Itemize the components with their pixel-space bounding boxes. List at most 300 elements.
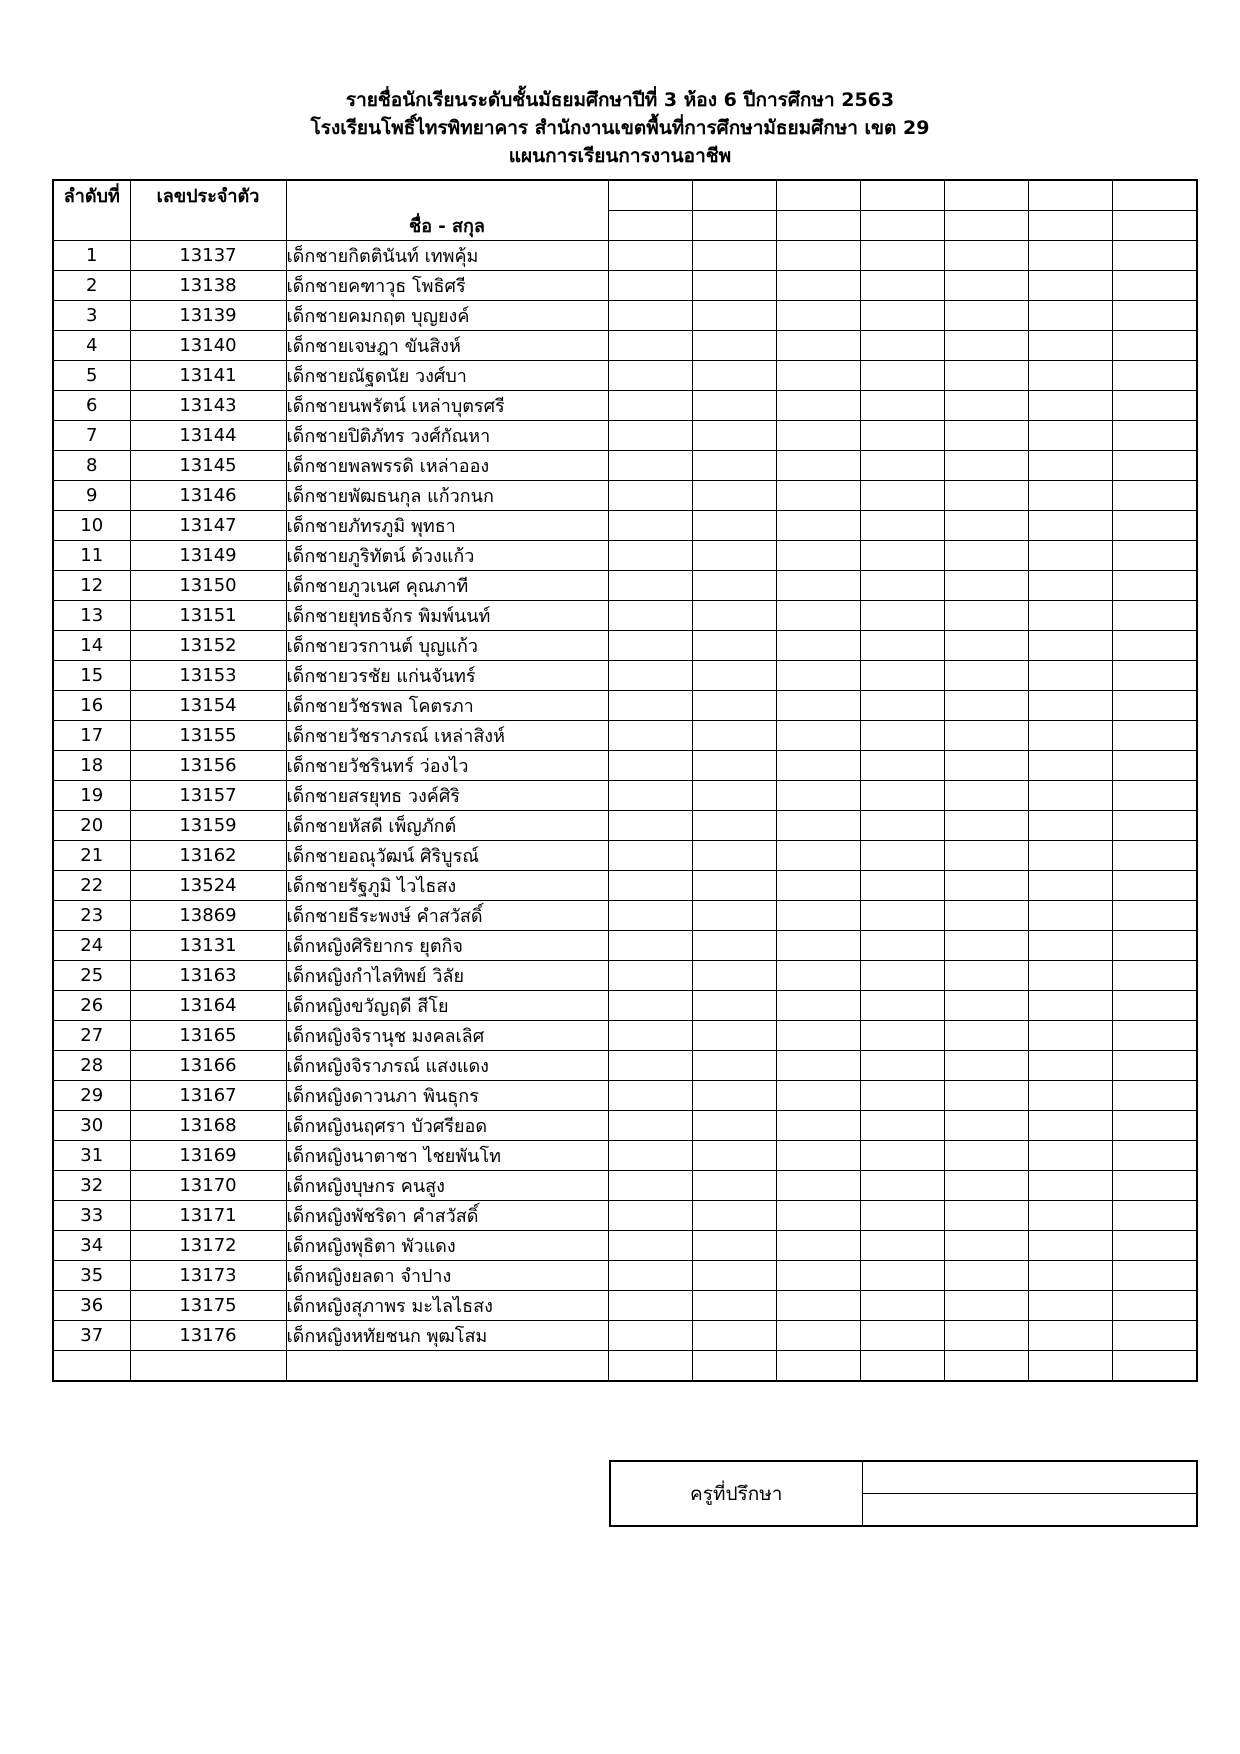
student-name: เด็กหญิงกำไลทิพย์ วิลัย [286,961,608,991]
mark-cell[interactable] [608,691,692,721]
mark-cell[interactable] [692,1021,776,1051]
mark-cell[interactable] [944,751,1028,781]
mark-cell[interactable] [608,931,692,961]
mark-cell[interactable] [776,361,860,391]
mark-cell[interactable] [692,421,776,451]
mark-cell[interactable] [944,1051,1028,1081]
mark-cell[interactable] [608,751,692,781]
mark-cell[interactable] [860,661,944,691]
mark-cell[interactable] [860,571,944,601]
mark-header-cell[interactable] [860,211,944,241]
mark-header-cell[interactable] [1112,180,1197,211]
mark-cell[interactable] [776,1171,860,1201]
mark-header-cell[interactable] [608,211,692,241]
mark-cell[interactable] [860,1321,944,1351]
mark-cell[interactable] [692,1291,776,1321]
mark-cell[interactable] [944,271,1028,301]
mark-cell[interactable] [608,961,692,991]
mark-cell[interactable] [1112,781,1197,811]
mark-cell[interactable] [692,451,776,481]
mark-cell[interactable] [944,391,1028,421]
mark-cell[interactable] [692,961,776,991]
mark-cell[interactable] [1028,1261,1112,1291]
mark-cell[interactable] [944,841,1028,871]
mark-cell[interactable] [860,541,944,571]
mark-cell[interactable] [944,1081,1028,1111]
mark-cell[interactable] [1028,1081,1112,1111]
mark-cell[interactable] [608,1141,692,1171]
mark-cell[interactable] [776,661,860,691]
mark-cell[interactable] [692,241,776,271]
mark-cell[interactable] [776,601,860,631]
table-row [53,721,1197,751]
mark-cell[interactable] [1112,811,1197,841]
mark-cell[interactable] [776,781,860,811]
mark-cell[interactable] [608,541,692,571]
mark-cell[interactable] [692,751,776,781]
mark-cell[interactable] [776,541,860,571]
mark-cell[interactable] [1112,961,1197,991]
mark-cell[interactable] [776,571,860,601]
mark-cell[interactable] [692,391,776,421]
mark-cell[interactable] [1028,1141,1112,1171]
mark-cell[interactable] [944,661,1028,691]
mark-cell[interactable] [944,541,1028,571]
mark-cell[interactable] [1112,871,1197,901]
mark-cell[interactable] [944,811,1028,841]
mark-cell[interactable] [1028,811,1112,841]
mark-cell[interactable] [1028,1351,1112,1381]
mark-cell[interactable] [1112,331,1197,361]
mark-cell[interactable] [944,781,1028,811]
mark-cell[interactable] [776,1021,860,1051]
mark-cell[interactable] [776,961,860,991]
header-program: แผนการเรียนการงานอาชีพ [508,145,732,167]
mark-cell[interactable] [944,1291,1028,1321]
mark-cell[interactable] [692,361,776,391]
mark-cell[interactable] [860,991,944,1021]
mark-cell[interactable] [860,961,944,991]
mark-cell[interactable] [1112,481,1197,511]
mark-cell[interactable] [608,421,692,451]
mark-cell[interactable] [608,361,692,391]
mark-cell[interactable] [608,571,692,601]
mark-cell[interactable] [1028,661,1112,691]
mark-cell[interactable] [1028,781,1112,811]
mark-cell[interactable] [1028,961,1112,991]
mark-cell[interactable] [1028,601,1112,631]
mark-cell[interactable] [1112,631,1197,661]
mark-cell[interactable] [692,1081,776,1111]
mark-cell[interactable] [944,1141,1028,1171]
mark-header-cell[interactable] [860,180,944,211]
mark-cell[interactable] [608,601,692,631]
mark-cell[interactable] [860,631,944,661]
mark-cell[interactable] [1028,361,1112,391]
mark-cell[interactable] [692,571,776,601]
mark-cell[interactable] [1028,841,1112,871]
mark-cell[interactable] [776,1351,860,1381]
mark-cell[interactable] [608,271,692,301]
mark-cell[interactable] [1112,1291,1197,1321]
mark-header-cell[interactable] [776,211,860,241]
mark-cell[interactable] [1028,481,1112,511]
mark-cell[interactable] [1028,331,1112,361]
mark-cell[interactable] [860,1051,944,1081]
mark-cell[interactable] [776,301,860,331]
mark-cell[interactable] [692,541,776,571]
mark-cell[interactable] [608,721,692,751]
mark-cell[interactable] [608,1321,692,1351]
mark-cell[interactable] [860,871,944,901]
mark-cell[interactable] [692,871,776,901]
mark-cell[interactable] [860,1291,944,1321]
mark-cell[interactable] [608,1021,692,1051]
mark-cell[interactable] [776,691,860,721]
mark-cell[interactable] [776,1321,860,1351]
mark-cell[interactable] [860,481,944,511]
mark-cell[interactable] [692,661,776,691]
mark-cell[interactable] [776,331,860,361]
mark-cell[interactable] [860,1111,944,1141]
mark-cell[interactable] [1112,841,1197,871]
mark-cell[interactable] [692,1321,776,1351]
mark-cell[interactable] [1112,511,1197,541]
mark-cell[interactable] [608,871,692,901]
mark-cell[interactable] [608,1231,692,1261]
mark-cell[interactable] [860,901,944,931]
mark-cell[interactable] [608,451,692,481]
mark-cell[interactable] [776,1051,860,1081]
mark-cell[interactable] [692,271,776,301]
mark-cell[interactable] [1028,991,1112,1021]
mark-cell[interactable] [944,691,1028,721]
mark-cell[interactable] [776,271,860,301]
mark-header-cell[interactable] [776,180,860,211]
mark-cell[interactable] [944,1231,1028,1261]
mark-cell[interactable] [1112,1111,1197,1141]
table-row [53,1351,1197,1381]
mark-cell[interactable] [1028,1291,1112,1321]
student-name: เด็กหญิงขวัญฤดี สีโย [286,991,608,1021]
mark-header-cell[interactable] [608,180,692,211]
mark-cell[interactable] [944,601,1028,631]
mark-header-cell[interactable] [692,180,776,211]
mark-cell[interactable] [608,661,692,691]
mark-cell[interactable] [1112,691,1197,721]
mark-cell[interactable] [1028,511,1112,541]
mark-cell[interactable] [1112,751,1197,781]
mark-cell[interactable] [944,1021,1028,1051]
mark-cell[interactable] [692,1111,776,1141]
table-row [53,1051,1197,1081]
mark-cell[interactable] [1028,691,1112,721]
mark-cell[interactable] [692,511,776,541]
mark-cell[interactable] [1112,391,1197,421]
mark-cell[interactable] [944,1111,1028,1141]
mark-cell[interactable] [860,391,944,421]
mark-cell[interactable] [860,451,944,481]
mark-cell[interactable] [608,511,692,541]
mark-cell[interactable] [944,571,1028,601]
mark-cell[interactable] [944,241,1028,271]
mark-cell[interactable] [1028,391,1112,421]
mark-cell[interactable] [1028,571,1112,601]
mark-cell[interactable] [860,1201,944,1231]
mark-cell[interactable] [1028,421,1112,451]
mark-cell[interactable] [608,1171,692,1201]
mark-cell[interactable] [860,301,944,331]
mark-cell[interactable] [860,1171,944,1201]
mark-cell[interactable] [776,811,860,841]
mark-cell[interactable] [776,1261,860,1291]
mark-cell[interactable] [776,1111,860,1141]
mark-cell[interactable] [608,1261,692,1291]
mark-cell[interactable] [860,1231,944,1261]
mark-cell[interactable] [1028,1231,1112,1261]
mark-cell[interactable] [692,931,776,961]
mark-cell[interactable] [1112,1081,1197,1111]
mark-cell[interactable] [860,421,944,451]
mark-cell[interactable] [860,1141,944,1171]
row-number: 5 [53,361,130,391]
mark-cell[interactable] [608,301,692,331]
mark-cell[interactable] [1112,571,1197,601]
mark-cell[interactable] [692,331,776,361]
student-id: 13524 [130,871,286,901]
mark-cell[interactable] [1112,1231,1197,1261]
mark-cell[interactable] [776,421,860,451]
student-roster-table [52,179,1198,1382]
advisor-label: ครูที่ปรึกษา [610,1461,862,1526]
mark-cell[interactable] [944,1321,1028,1351]
mark-cell[interactable] [1112,991,1197,1021]
mark-cell[interactable] [860,1351,944,1381]
student-id: 13140 [130,331,286,361]
mark-cell[interactable] [1028,241,1112,271]
mark-cell[interactable] [1112,1021,1197,1051]
mark-cell[interactable] [860,1021,944,1051]
mark-cell[interactable] [1028,1111,1112,1141]
mark-cell[interactable] [692,1051,776,1081]
mark-cell[interactable] [1112,241,1197,271]
mark-cell[interactable] [608,841,692,871]
mark-cell[interactable] [608,811,692,841]
mark-cell[interactable] [608,901,692,931]
mark-cell[interactable] [692,991,776,1021]
mark-cell[interactable] [776,751,860,781]
mark-cell[interactable] [1028,1201,1112,1231]
mark-cell[interactable] [860,931,944,961]
student-name: เด็กชายธีระพงษ์ คำสวัสดิ์ [286,901,608,931]
mark-header-cell[interactable] [1112,211,1197,241]
mark-cell[interactable] [608,1291,692,1321]
mark-cell[interactable] [776,481,860,511]
mark-cell[interactable] [944,1171,1028,1201]
mark-cell[interactable] [1028,1171,1112,1201]
mark-cell[interactable] [608,991,692,1021]
mark-cell[interactable] [608,391,692,421]
student-name: เด็กหญิงจิราภรณ์ แสงแดง [286,1051,608,1081]
mark-cell[interactable] [776,451,860,481]
mark-cell[interactable] [692,691,776,721]
mark-cell[interactable] [1028,1021,1112,1051]
mark-cell[interactable] [1112,301,1197,331]
mark-cell[interactable] [944,961,1028,991]
mark-cell[interactable] [776,931,860,961]
mark-cell[interactable] [1112,721,1197,751]
mark-cell[interactable] [692,601,776,631]
mark-cell[interactable] [608,1081,692,1111]
mark-cell[interactable] [776,901,860,931]
mark-cell[interactable] [1112,421,1197,451]
mark-cell[interactable] [860,781,944,811]
mark-cell[interactable] [1112,931,1197,961]
mark-cell[interactable] [944,451,1028,481]
mark-cell[interactable] [860,271,944,301]
mark-cell[interactable] [692,301,776,331]
mark-cell[interactable] [1112,601,1197,631]
mark-cell[interactable] [860,331,944,361]
mark-cell[interactable] [776,241,860,271]
mark-cell[interactable] [608,1351,692,1381]
mark-cell[interactable] [1112,451,1197,481]
mark-cell[interactable] [692,721,776,751]
mark-cell[interactable] [860,1261,944,1291]
mark-cell[interactable] [776,1201,860,1231]
mark-cell[interactable] [1112,901,1197,931]
mark-cell[interactable] [1028,541,1112,571]
mark-cell[interactable] [1112,1261,1197,1291]
row-number: 33 [53,1201,130,1231]
mark-cell[interactable] [944,931,1028,961]
mark-cell[interactable] [944,1351,1028,1381]
column-header-number: ลำดับที่ [53,180,130,241]
mark-cell[interactable] [1112,1171,1197,1201]
mark-cell[interactable] [944,1201,1028,1231]
mark-cell[interactable] [692,781,776,811]
mark-cell[interactable] [776,511,860,541]
mark-cell[interactable] [1028,721,1112,751]
mark-cell[interactable] [776,1291,860,1321]
mark-cell[interactable] [1112,1051,1197,1081]
mark-cell[interactable] [692,1351,776,1381]
mark-cell[interactable] [1028,1051,1112,1081]
mark-cell[interactable] [608,781,692,811]
mark-cell[interactable] [944,361,1028,391]
mark-cell[interactable] [1112,1321,1197,1351]
mark-cell[interactable] [1028,631,1112,661]
mark-cell[interactable] [1028,301,1112,331]
mark-cell[interactable] [608,631,692,661]
mark-cell[interactable] [692,1141,776,1171]
mark-cell[interactable] [692,841,776,871]
mark-cell[interactable] [944,721,1028,751]
mark-cell[interactable] [608,1201,692,1231]
mark-cell[interactable] [860,691,944,721]
mark-cell[interactable] [860,721,944,751]
mark-cell[interactable] [1112,271,1197,301]
mark-cell[interactable] [776,631,860,661]
mark-cell[interactable] [944,631,1028,661]
mark-cell[interactable] [692,1261,776,1291]
mark-cell[interactable] [692,901,776,931]
mark-cell[interactable] [1028,931,1112,961]
mark-cell[interactable] [692,631,776,661]
mark-cell[interactable] [944,421,1028,451]
row-number: 4 [53,331,130,361]
table-row [53,571,1197,601]
mark-header-cell[interactable] [1028,211,1112,241]
mark-cell[interactable] [1028,751,1112,781]
mark-cell[interactable] [692,1231,776,1261]
mark-cell[interactable] [608,1111,692,1141]
mark-header-cell[interactable] [944,180,1028,211]
mark-cell[interactable] [608,331,692,361]
mark-cell[interactable] [1112,1351,1197,1381]
mark-cell[interactable] [1028,271,1112,301]
mark-cell[interactable] [776,1141,860,1171]
mark-cell[interactable] [692,481,776,511]
mark-cell[interactable] [776,1231,860,1261]
mark-cell[interactable] [692,1171,776,1201]
mark-cell[interactable] [1028,1321,1112,1351]
mark-cell[interactable] [1112,1141,1197,1171]
mark-cell[interactable] [608,481,692,511]
mark-cell[interactable] [776,721,860,751]
mark-cell[interactable] [692,1201,776,1231]
advisor-signature-line[interactable] [862,1461,1197,1494]
advisor-signature-line[interactable] [862,1494,1197,1527]
mark-cell[interactable] [776,871,860,901]
mark-cell[interactable] [776,991,860,1021]
mark-cell[interactable] [1112,541,1197,571]
mark-header-cell[interactable] [944,211,1028,241]
mark-cell[interactable] [1028,901,1112,931]
mark-cell[interactable] [860,1081,944,1111]
mark-header-cell[interactable] [692,211,776,241]
mark-cell[interactable] [860,751,944,781]
mark-cell[interactable] [692,811,776,841]
mark-cell[interactable] [608,241,692,271]
mark-cell[interactable] [860,811,944,841]
mark-cell[interactable] [1112,361,1197,391]
mark-cell[interactable] [944,1261,1028,1291]
mark-cell[interactable] [944,991,1028,1021]
student-name: เด็กหญิงนฤศรา บัวศรียอด [286,1111,608,1141]
mark-cell[interactable] [944,481,1028,511]
mark-cell[interactable] [944,901,1028,931]
mark-cell[interactable] [860,841,944,871]
mark-cell[interactable] [776,1081,860,1111]
mark-cell[interactable] [1112,661,1197,691]
mark-cell[interactable] [860,361,944,391]
mark-cell[interactable] [944,871,1028,901]
mark-cell[interactable] [860,241,944,271]
mark-cell[interactable] [776,841,860,871]
mark-cell[interactable] [944,301,1028,331]
mark-cell[interactable] [944,331,1028,361]
mark-header-cell[interactable] [1028,180,1112,211]
mark-cell[interactable] [776,391,860,421]
mark-cell[interactable] [1028,871,1112,901]
mark-cell[interactable] [608,1051,692,1081]
mark-cell[interactable] [1112,1201,1197,1231]
mark-cell[interactable] [1028,451,1112,481]
mark-cell[interactable] [860,511,944,541]
mark-cell[interactable] [944,511,1028,541]
mark-cell[interactable] [860,601,944,631]
